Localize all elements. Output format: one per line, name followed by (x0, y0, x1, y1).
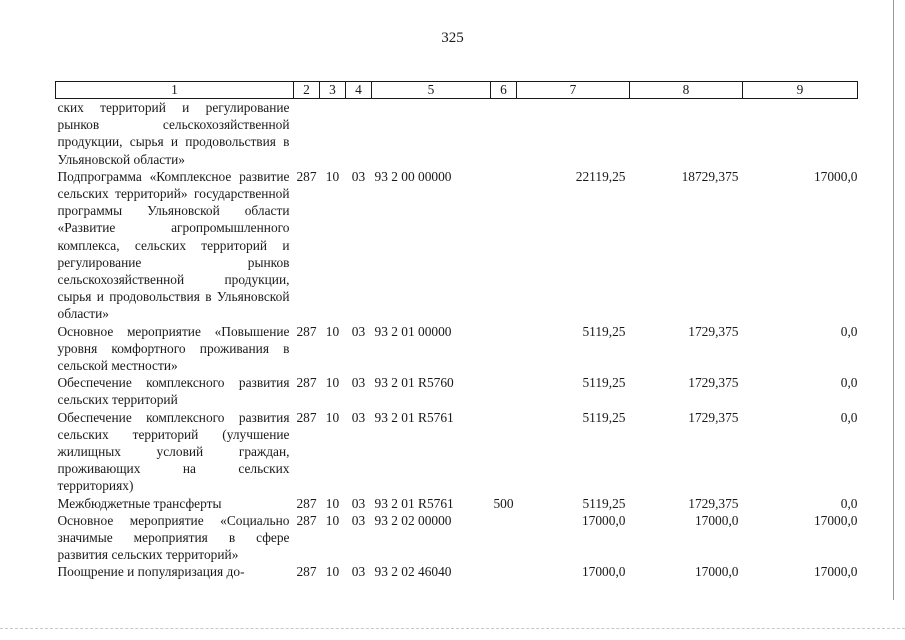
header-cell: 2 (294, 82, 320, 99)
cell-amount-1 (517, 99, 630, 168)
cell-section: 10 (325, 323, 340, 339)
cell-amount-2: 1729,375 (688, 409, 739, 425)
header-cell: 6 (491, 82, 517, 99)
cell-amount-2 (630, 99, 743, 168)
header-cell: 1 (56, 82, 294, 99)
cell-ministry (294, 99, 320, 168)
cell-section: 10 (325, 495, 340, 511)
cell-ministry: 287 (296, 409, 317, 425)
cell-amount-3: 17000,0 (813, 564, 858, 580)
cell-subsection (346, 99, 372, 168)
row-name: Основное мероприятие «Социально значимые мероприятия в сфере развития сельских территорий» (57, 512, 290, 563)
cell-amount-3: 17000,0 (813, 168, 858, 184)
cell-subsection: 03 (351, 168, 366, 184)
cell-expense-type (491, 512, 517, 564)
table-body (56, 99, 858, 581)
header-cell: 9 (743, 82, 858, 99)
cell-subsection: 03 (351, 409, 366, 425)
cell-subsection: 03 (351, 495, 366, 511)
cell-amount-3: 0,0 (840, 495, 858, 511)
cell-amount-1: 17000,0 (581, 512, 626, 528)
header-cell: 4 (346, 82, 372, 99)
cell-amount-3: 17000,0 (813, 512, 858, 528)
header-cell: 7 (517, 82, 630, 99)
cell-amount-1: 5119,25 (582, 323, 626, 339)
budget-table (55, 81, 858, 581)
cell-target-article: 93 2 01 R5760 (374, 375, 454, 391)
page-edge-rule (893, 0, 894, 600)
header-cell: 8 (630, 82, 743, 99)
row-name: Подпрограмма «Комплексное развитие сельских территорий» государственной программы Ульяновской области «Развитие агропромышленного комплекса, сельских территорий и регулирование рынков сельскохозяйственной продукции, сырья и продовольствия в Ульяновской области» (57, 168, 290, 322)
cell-amount-2: 18729,375 (681, 168, 739, 184)
cell-section: 10 (325, 564, 340, 580)
table-row (56, 495, 858, 512)
cell-amount-3: 0,0 (840, 375, 858, 391)
cell-amount-2: 17000,0 (694, 512, 739, 528)
cell-amount-1: 5119,25 (582, 495, 626, 511)
cell-amount-1: 22119,25 (575, 168, 626, 184)
cell-amount-1: 5119,25 (582, 375, 626, 391)
cell-section: 10 (325, 409, 340, 425)
cell-section: 10 (325, 512, 340, 528)
cell-amount-2: 1729,375 (688, 375, 739, 391)
header-cell: 5 (372, 82, 491, 99)
cell-ministry: 287 (296, 323, 317, 339)
cell-section: 10 (325, 375, 340, 391)
cell-amount-1: 5119,25 (582, 409, 626, 425)
row-name: Обеспечение комплексного развития сельских территорий (57, 375, 290, 408)
cell-expense-type (491, 374, 517, 408)
cell-target-article: 93 2 02 46040 (374, 564, 452, 580)
table-row (56, 99, 858, 168)
table-row (56, 409, 858, 495)
cell-target-article (372, 99, 491, 168)
cell-expense-type (491, 99, 517, 168)
table-header (56, 82, 858, 99)
cell-target-article: 93 2 01 R5761 (374, 495, 454, 511)
cell-expense-type (491, 563, 517, 580)
cell-ministry: 287 (296, 375, 317, 391)
cell-subsection: 03 (351, 323, 366, 339)
cell-target-article: 93 2 01 R5761 (374, 409, 454, 425)
cell-amount-3: 0,0 (840, 323, 858, 339)
cell-target-article: 93 2 02 00000 (374, 512, 452, 528)
table-row (56, 168, 858, 323)
table-row (56, 374, 858, 408)
cell-section: 10 (325, 168, 340, 184)
cell-amount-2: 1729,375 (688, 495, 739, 511)
row-name: Поощрение и популяризация до- (57, 564, 245, 580)
cell-subsection: 03 (351, 375, 366, 391)
table-row (56, 563, 858, 580)
cell-section (320, 99, 346, 168)
cell-subsection: 03 (351, 564, 366, 580)
row-name: Межбюджетные трансферты (57, 495, 222, 511)
cell-expense-type (491, 168, 517, 323)
cell-amount-3: 0,0 (840, 409, 858, 425)
cell-target-article: 93 2 01 00000 (374, 323, 452, 339)
cell-ministry: 287 (296, 564, 317, 580)
page-number: 325 (441, 30, 464, 46)
cell-expense-type (491, 323, 517, 375)
cell-amount-2: 1729,375 (688, 323, 739, 339)
header-cell: 3 (320, 82, 346, 99)
row-name: Основное мероприятие «Повышение уровня комфортного проживания в сельской местности» (57, 323, 290, 374)
cell-ministry: 287 (296, 512, 317, 528)
cell-expense-type (491, 409, 517, 495)
row-name: Обеспечение комплексного развития сельских территорий (улучшение жилищных условий граждан, проживающих на сельских территориях) (57, 409, 290, 494)
cell-amount-2: 17000,0 (694, 564, 739, 580)
cell-subsection: 03 (351, 512, 366, 528)
page-bottom-rule (0, 628, 905, 629)
cell-amount-3 (743, 99, 858, 168)
table-row (56, 512, 858, 564)
cell-ministry: 287 (296, 168, 317, 184)
cell-amount-1: 17000,0 (581, 564, 626, 580)
cell-ministry: 287 (296, 495, 317, 511)
cell-target-article: 93 2 00 00000 (374, 168, 452, 184)
row-name: ских территорий и регулирование рынков сельскохозяйственной продукции, сырья и продовольствия в Ульяновской области» (57, 100, 290, 167)
table-row (56, 323, 858, 375)
cell-expense-type: 500 (493, 495, 514, 511)
header-row (56, 82, 858, 99)
